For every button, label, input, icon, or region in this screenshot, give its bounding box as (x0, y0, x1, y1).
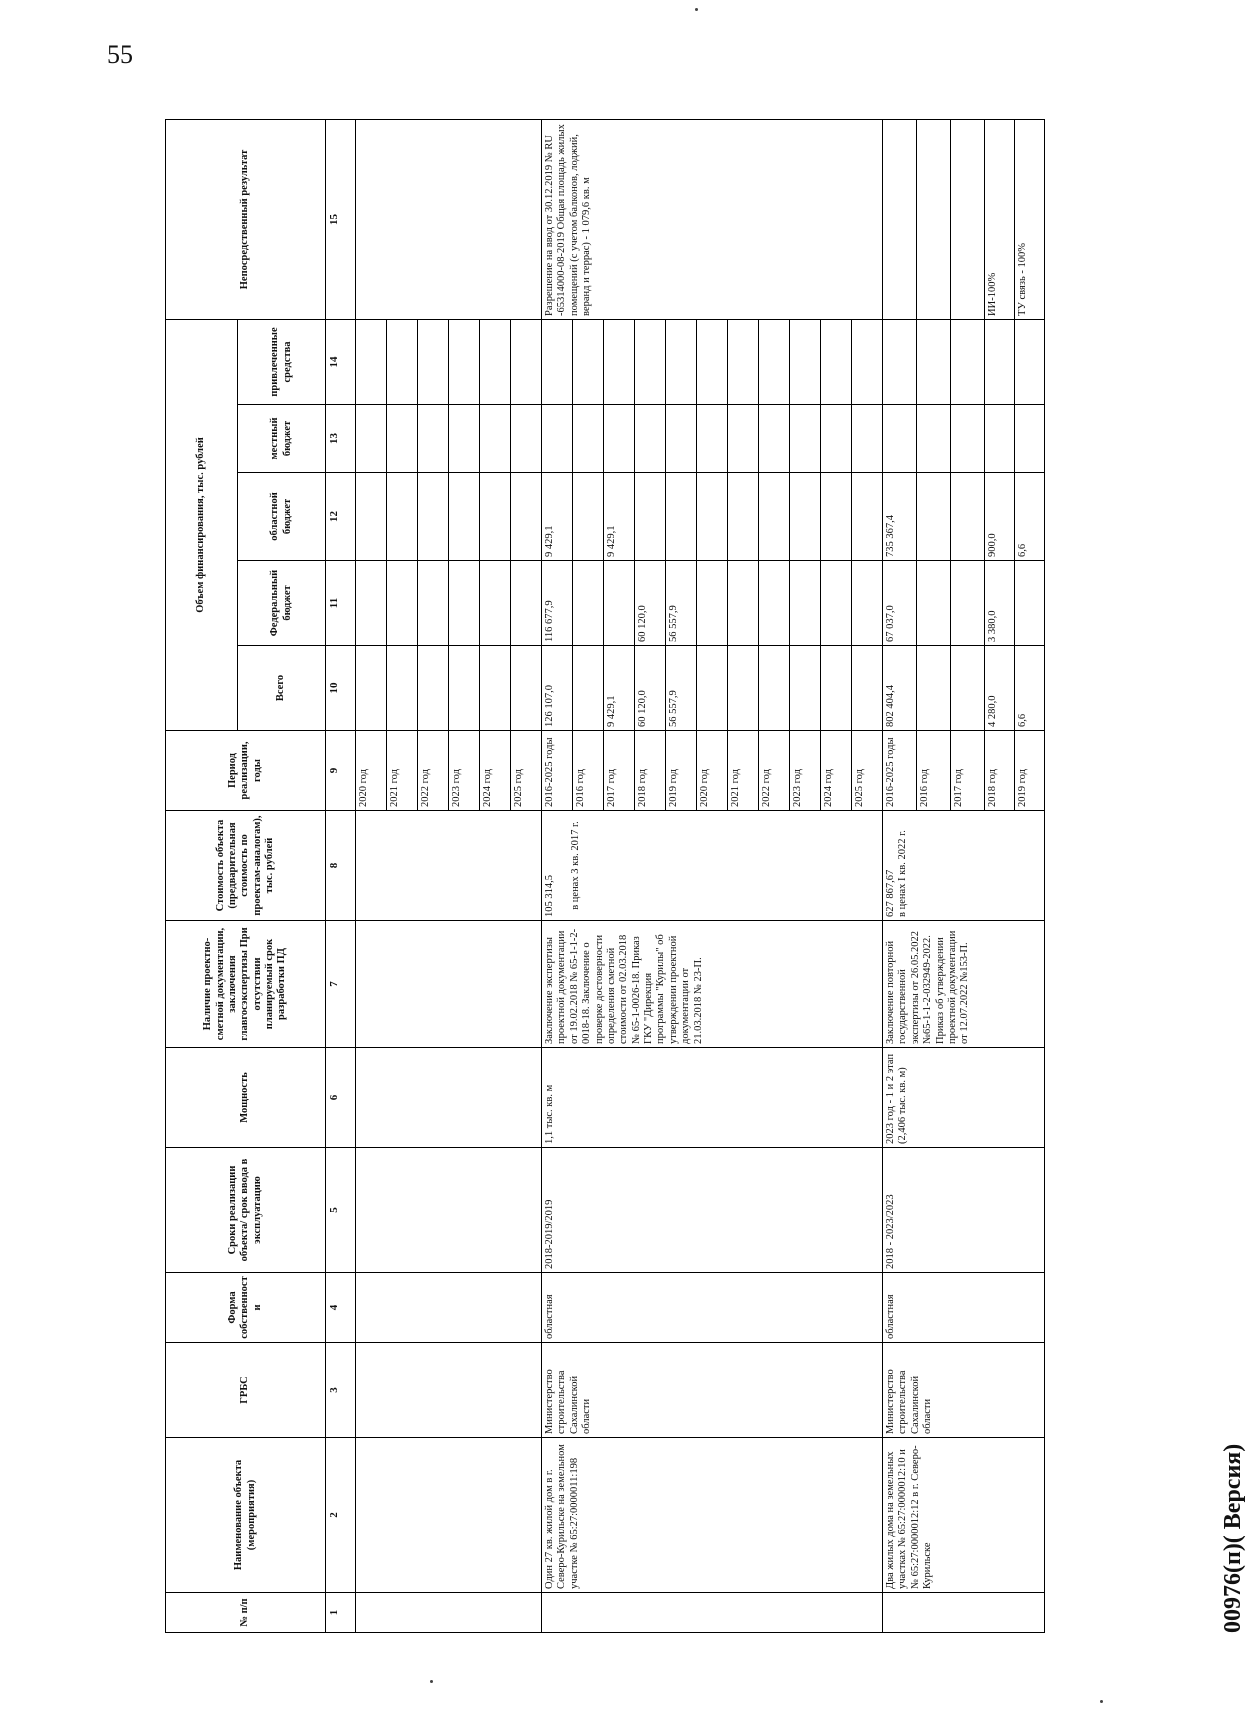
period-cell: 2020 год (697, 731, 728, 811)
column-numbers-row (326, 119, 356, 1632)
header-col13: местный бюджет (238, 405, 326, 473)
period-cell: 2016 год (573, 731, 604, 811)
header-col9: Период реализации, годы (166, 731, 326, 811)
total-cell (728, 646, 759, 731)
regional-cell (852, 473, 883, 561)
federal-cell (573, 561, 604, 646)
header-col7: Наличие проектно-сметной документации, заключения главгосэкспертизы При отсутствии планируемый срок разработки ПД (166, 921, 326, 1048)
regional-cell (666, 473, 697, 561)
regional-cell (821, 473, 852, 561)
funding-table-rotated (165, 120, 1246, 1633)
period-cell: 2023 год (790, 731, 821, 811)
federal-cell (759, 561, 790, 646)
period-cell: 2017 год (604, 731, 635, 811)
docs-cell: Заключение повторной государственной экспертизы от 26.05.2022 №65-1-1-2-032949-2022. Приказ об утверждении проектной документации от 12.07.2022 №153-П. (883, 921, 1045, 1048)
total-cell (951, 646, 985, 731)
header-col11: Федеральный бюджет (238, 561, 326, 646)
federal-cell (821, 561, 852, 646)
federal-cell (697, 561, 728, 646)
period-cell: 2019 год (666, 731, 697, 811)
result-cell: ТУ связь - 100% (1015, 119, 1045, 319)
period-cell: 2017 год (951, 731, 985, 811)
table-row (542, 119, 573, 1632)
column-number: 12 (326, 473, 356, 561)
column-number: 15 (326, 119, 356, 319)
terms-cell: 2018 - 2023/2023 (883, 1148, 1045, 1273)
period-cell: 2023 год (449, 731, 480, 811)
cell (356, 1438, 542, 1593)
cost-cell (883, 811, 1045, 921)
result-cell: Разрешение на ввод от 30.12.2019 № RU -65314000-08-2019 Общая площадь жилых помещений (с учетом балконов, лоджий, веранд и террас) - 1 079,6 кв. м (542, 119, 883, 319)
column-number: 1 (326, 1593, 356, 1633)
header-funding: Объем финансирования, тыс. рублей (166, 319, 238, 730)
federal-cell (951, 561, 985, 646)
period-cell: 2021 год (387, 731, 418, 811)
total-cell: 60 120,0 (635, 646, 666, 731)
cell (883, 1593, 1045, 1633)
total-cell (759, 646, 790, 731)
regional-cell (917, 473, 951, 561)
total-cell (852, 646, 883, 731)
period-cell: 2016-2025 годы (883, 731, 917, 811)
header-col4: Форма собственности (166, 1273, 326, 1343)
result-cell: ИИ-100% (985, 119, 1015, 319)
column-number: 2 (326, 1438, 356, 1593)
column-number: 14 (326, 319, 356, 404)
docs-cell: Заключение экспертизы проектной документации от 19.02.2018 № 65-1-1-2-0018-18. Заключение о проверке достоверности определения сметной стоимости от 02.03.2018 № 65-1-0026-18. Приказ ГКУ "Дирекция программы "Курилы" об утверждении проектной документации от 21.03.2018 № 23-П. (542, 921, 883, 1048)
period-cell: 2018 год (985, 731, 1015, 811)
federal-cell (917, 561, 951, 646)
total-cell (790, 646, 821, 731)
federal-cell: 56 557,9 (666, 561, 697, 646)
terms-cell: 2018-2019/2019 (542, 1148, 883, 1273)
header-col2: Наименование объекта (мероприятия) (166, 1438, 326, 1593)
cell (356, 1593, 542, 1633)
scan-speck (1100, 1700, 1103, 1703)
column-number: 4 (326, 1273, 356, 1343)
capacity-cell: 1,1 тыс. кв. м (542, 1048, 883, 1148)
total-cell: 9 429,1 (604, 646, 635, 731)
scan-speck (430, 1680, 433, 1683)
capacity-cell: 2023 год - 1 и 2 этап (2,406 тыс. кв. м) (883, 1048, 1045, 1148)
column-number: 5 (326, 1148, 356, 1273)
header-col12: областной бюджет (238, 473, 326, 561)
regional-cell: 9 429,1 (604, 473, 635, 561)
period-cell: 2024 год (821, 731, 852, 811)
cell (356, 921, 542, 1048)
total-cell (917, 646, 951, 731)
grbs-cell: Министерство строительства Сахалинской области (883, 1343, 1045, 1438)
federal-cell (728, 561, 759, 646)
version-stamp: 00976(п)( Версия) (1220, 1443, 1246, 1633)
column-number: 13 (326, 405, 356, 473)
header-col6: Мощность (166, 1048, 326, 1148)
total-cell: 6,6 (1015, 646, 1045, 731)
ownership-cell: областная (542, 1273, 883, 1343)
header-col15: Непосредственный результат (166, 119, 326, 319)
column-number: 3 (326, 1343, 356, 1438)
result-cell (951, 119, 985, 319)
cost-value: 105 314,5 (544, 875, 555, 917)
total-cell: 126 107,0 (542, 646, 573, 731)
column-number: 8 (326, 811, 356, 921)
header-col5: Сроки реализации объекта/ срок ввода в эксплуатацию (166, 1148, 326, 1273)
cell (356, 1273, 542, 1343)
federal-cell: 67 037,0 (883, 561, 917, 646)
cell (356, 811, 542, 921)
page-number: 55 (107, 40, 133, 69)
grbs-cell: Министерство строительства Сахалинской области (542, 1343, 883, 1438)
period-cell: 2022 год (418, 731, 449, 811)
regional-cell (759, 473, 790, 561)
period-cell: 2025 год (852, 731, 883, 811)
regional-cell: 9 429,1 (542, 473, 573, 561)
column-number: 7 (326, 921, 356, 1048)
federal-cell (790, 561, 821, 646)
period-cell: 2022 год (759, 731, 790, 811)
result-cell (917, 119, 951, 319)
period-cell: 2016 год (917, 731, 951, 811)
period-cell: 2020 год (356, 731, 387, 811)
federal-cell: 60 120,0 (635, 561, 666, 646)
cost-value: 627 867,67 (885, 869, 896, 917)
period-cell: 2021 год (728, 731, 759, 811)
federal-cell: 3 380,0 (985, 561, 1015, 646)
funding-table (165, 119, 1045, 1633)
table-row (356, 119, 387, 1632)
period-cell: 2024 год (480, 731, 511, 811)
total-cell (573, 646, 604, 731)
total-cell: 802 404,4 (883, 646, 917, 731)
header-col1: № п/п (166, 1593, 326, 1633)
column-number: 6 (326, 1048, 356, 1148)
column-number: 9 (326, 731, 356, 811)
object-name: Два жилых дома на земельных участках № 65:27:0000012:10 и № 65:27:0000012:12 в г. Северо-Курильске (883, 1438, 1045, 1593)
table-row (883, 119, 917, 1632)
cost-note: в ценах 3 кв. 2017 г. (570, 821, 582, 910)
period-cell: 2018 год (635, 731, 666, 811)
cost-cell (542, 811, 883, 921)
federal-cell (1015, 561, 1045, 646)
regional-cell (728, 473, 759, 561)
total-cell: 4 280,0 (985, 646, 1015, 731)
period-cell: 2019 год (1015, 731, 1045, 811)
total-cell: 56 557,9 (666, 646, 697, 731)
regional-cell (790, 473, 821, 561)
federal-cell (852, 561, 883, 646)
header-col3: ГРБС (166, 1343, 326, 1438)
header-col14: привлеченные средства (238, 319, 326, 404)
cell (356, 1343, 542, 1438)
cell (542, 1593, 883, 1633)
scan-speck (695, 8, 698, 11)
column-number: 10 (326, 646, 356, 731)
cell (356, 1048, 542, 1148)
regional-cell: 6,6 (1015, 473, 1045, 561)
period-cell: 2025 год (511, 731, 542, 811)
regional-cell (635, 473, 666, 561)
object-name: Один 27 кв. жилой дом в г. Северо-Курильске на земельном участке № 65:27:0000011:198 (542, 1438, 883, 1593)
cell (356, 1148, 542, 1273)
cell (356, 119, 542, 319)
header-col10: Всего (238, 646, 326, 731)
total-cell (697, 646, 728, 731)
total-cell (821, 646, 852, 731)
regional-cell (573, 473, 604, 561)
cost-note: в ценах I кв. 2022 г. (897, 830, 909, 917)
regional-cell: 735 367,4 (883, 473, 917, 561)
period-cell: 2016-2025 годы (542, 731, 573, 811)
column-number: 11 (326, 561, 356, 646)
header-col8: Стоимость объекта (предварительная стоимость по проектам-аналогам), тыс. рублей (166, 811, 326, 921)
regional-cell (697, 473, 728, 561)
regional-cell: 900,0 (985, 473, 1015, 561)
federal-cell (604, 561, 635, 646)
federal-cell: 116 677,9 (542, 561, 573, 646)
ownership-cell: областная (883, 1273, 1045, 1343)
regional-cell (951, 473, 985, 561)
result-cell (883, 119, 917, 319)
